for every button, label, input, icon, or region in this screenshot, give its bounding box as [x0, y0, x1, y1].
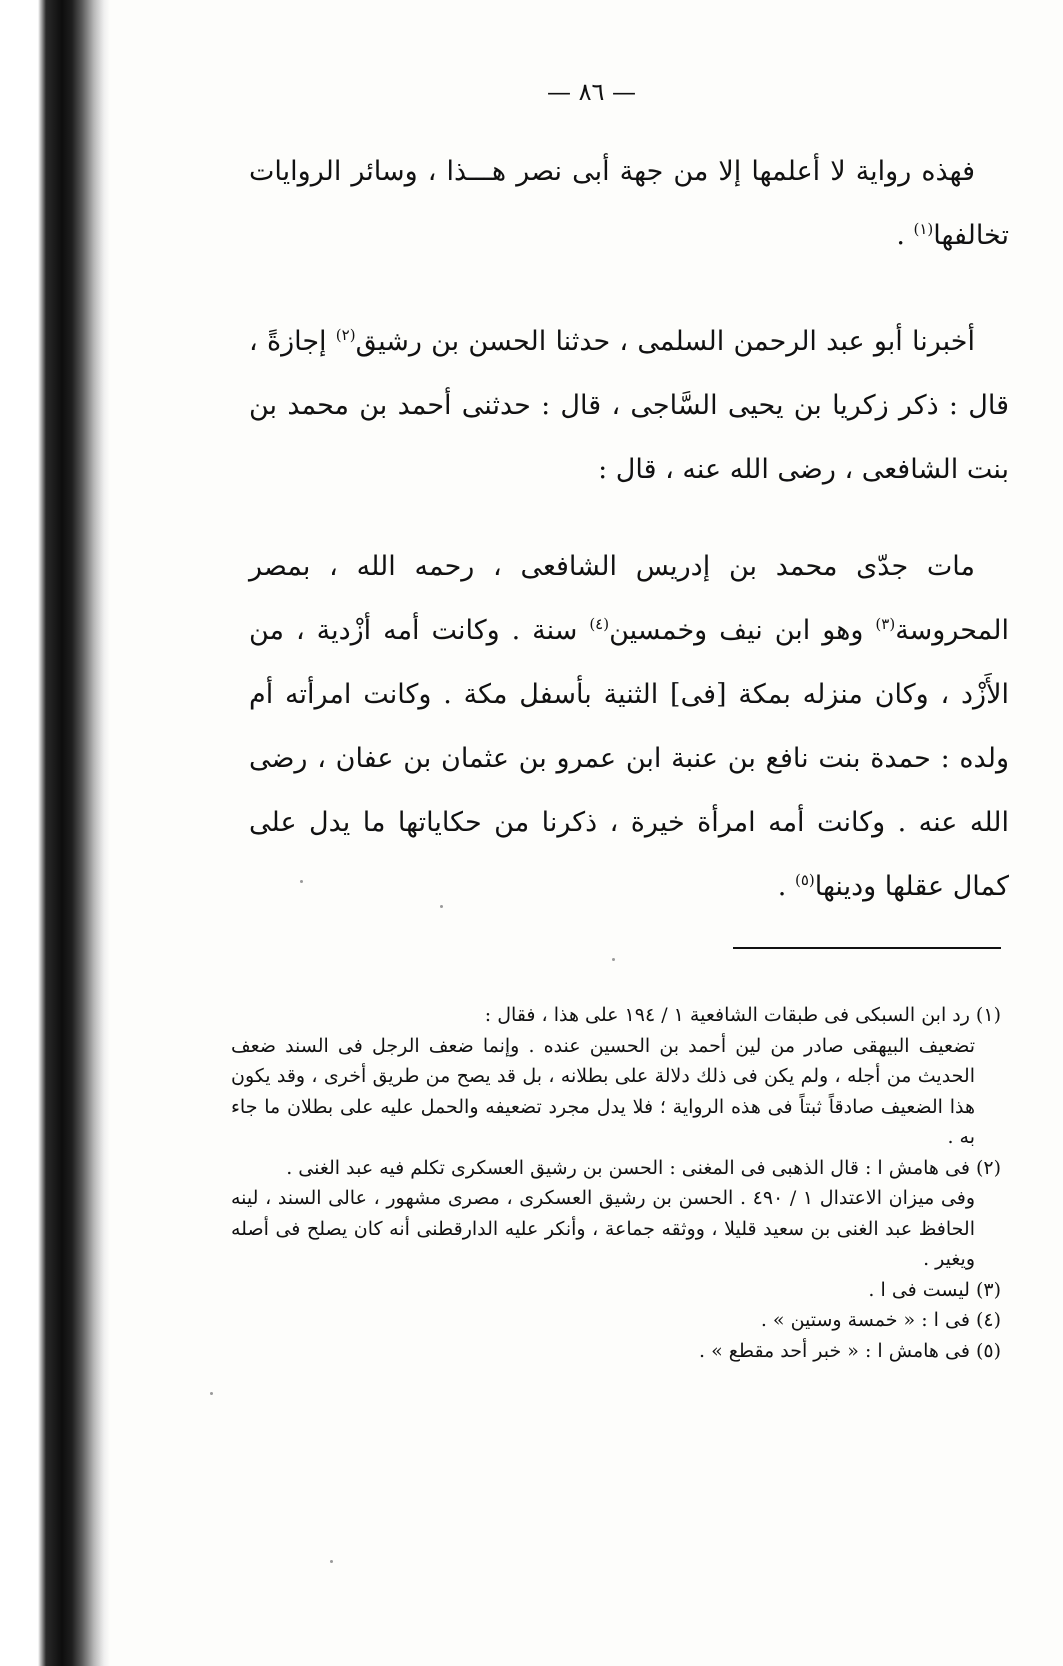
- footnote-marker: (٢): [335, 326, 356, 344]
- paragraph-text-3: سنة . وكانت أمه أزْدية ، من الأَزْد ، وكان منزله بمكة [فى] الثنية بأسفل مكة . وكانت امرأته أم ولده : حمدة بنت نافع بن عنبة ابن عمرو بن عثمان بن عفان ، رضى الله عنه . وكانت أمه امرأة خيرة ، ذكرنا من حكاياتها ما يدل على كمال عقلها ودينها: [249, 615, 1009, 902]
- paragraph-text: مات جدّى محمد بن إدريس الشافعى ، رحمه الله ، بمصر المحروسة: [249, 551, 1009, 646]
- footnote-4: (٤) فى ا : « خمسة وستين » .: [760, 1309, 1001, 1331]
- footnote-marker: (٤): [589, 615, 610, 633]
- paragraph-end: إجازةً ، قال : ذكر زكريا بن يحيى السَّاجى ، قال : حدثنى أحمد بن محمد بن بنت الشافعى ، رضى الله عنه ، قال :: [249, 326, 1009, 485]
- page-number: — ٨٦ —: [546, 78, 637, 106]
- scan-speck: [330, 1560, 333, 1563]
- binding-shadow: [0, 0, 110, 1666]
- scan-speck: [300, 880, 303, 883]
- scan-speck: [612, 958, 615, 961]
- footnote-separator: [733, 947, 1001, 949]
- footnotes: [231, 1000, 1001, 1366]
- paragraph-end: .: [777, 871, 795, 902]
- footnote-2: (٢) فى هامش ا : قال الذهبى فى المغنى : الحسن بن رشيق العسكرى تكلم فيه عبد الغنى .: [286, 1156, 1001, 1179]
- paragraph-text: فهذه رواية لا أعلمها إلا من جهة أبى نصر هـــذا ، وسائر الروايات تخالفها: [249, 156, 1009, 251]
- footnote-marker: (٣): [875, 615, 896, 633]
- body-paragraph-3: [249, 535, 1009, 919]
- footnote-1: (١) رد ابن السبكى فى طبقات الشافعية ١ / ١٩٤ على هذا ، فقال :: [484, 1004, 1001, 1026]
- paragraph-text-2: وهو ابن نيف وخمسين: [609, 615, 876, 646]
- paragraph-text: أخبرنا أبو عبد الرحمن السلمى ، حدثنا الحسن بن رشيق: [355, 326, 975, 357]
- footnote-1-quote: تضعيف البيهقى صادر من لين أحمد بن الحسين عنده . وإنما ضعف الرجل فى السند ضعف الحديث من أجله ، ولم يكن فى ذلك دلالة على بطلانه ، بل قد يصح من طريق أخرى ، وقد يكون هذا الضعيف صادقاً ثبتاً فى هذه الرواية ؛ فلا يدل مجرد تضعيفه والحمل عليه على بطلان ما جاء به .: [231, 1034, 975, 1148]
- footnote-3: (٣) ليست فى ا .: [868, 1278, 1001, 1301]
- body-paragraph-2: [249, 310, 1009, 502]
- footnote-2-continuation: وفى ميزان الاعتدال ١ / ٤٩٠ . الحسن بن رشيق العسكرى ، مصرى مشهور ، عالى السند ، لينه الحافظ عبد الغنى بن سعيد قليلا ، ووثقه جماعة ، وأنكر عليه الدارقطنى أنه كان يصلح فى أصله ويغير .: [231, 1187, 975, 1270]
- body-paragraph-1: [249, 140, 1009, 268]
- scan-speck: [440, 905, 443, 908]
- paragraph-end: .: [896, 220, 914, 251]
- scan-speck: [210, 1392, 213, 1395]
- footnote-5: (٥) فى هامش ا : « خبر أحد مقطع » .: [699, 1339, 1001, 1362]
- footnote-marker: (٥): [794, 871, 815, 889]
- footnote-marker: (١): [913, 220, 934, 238]
